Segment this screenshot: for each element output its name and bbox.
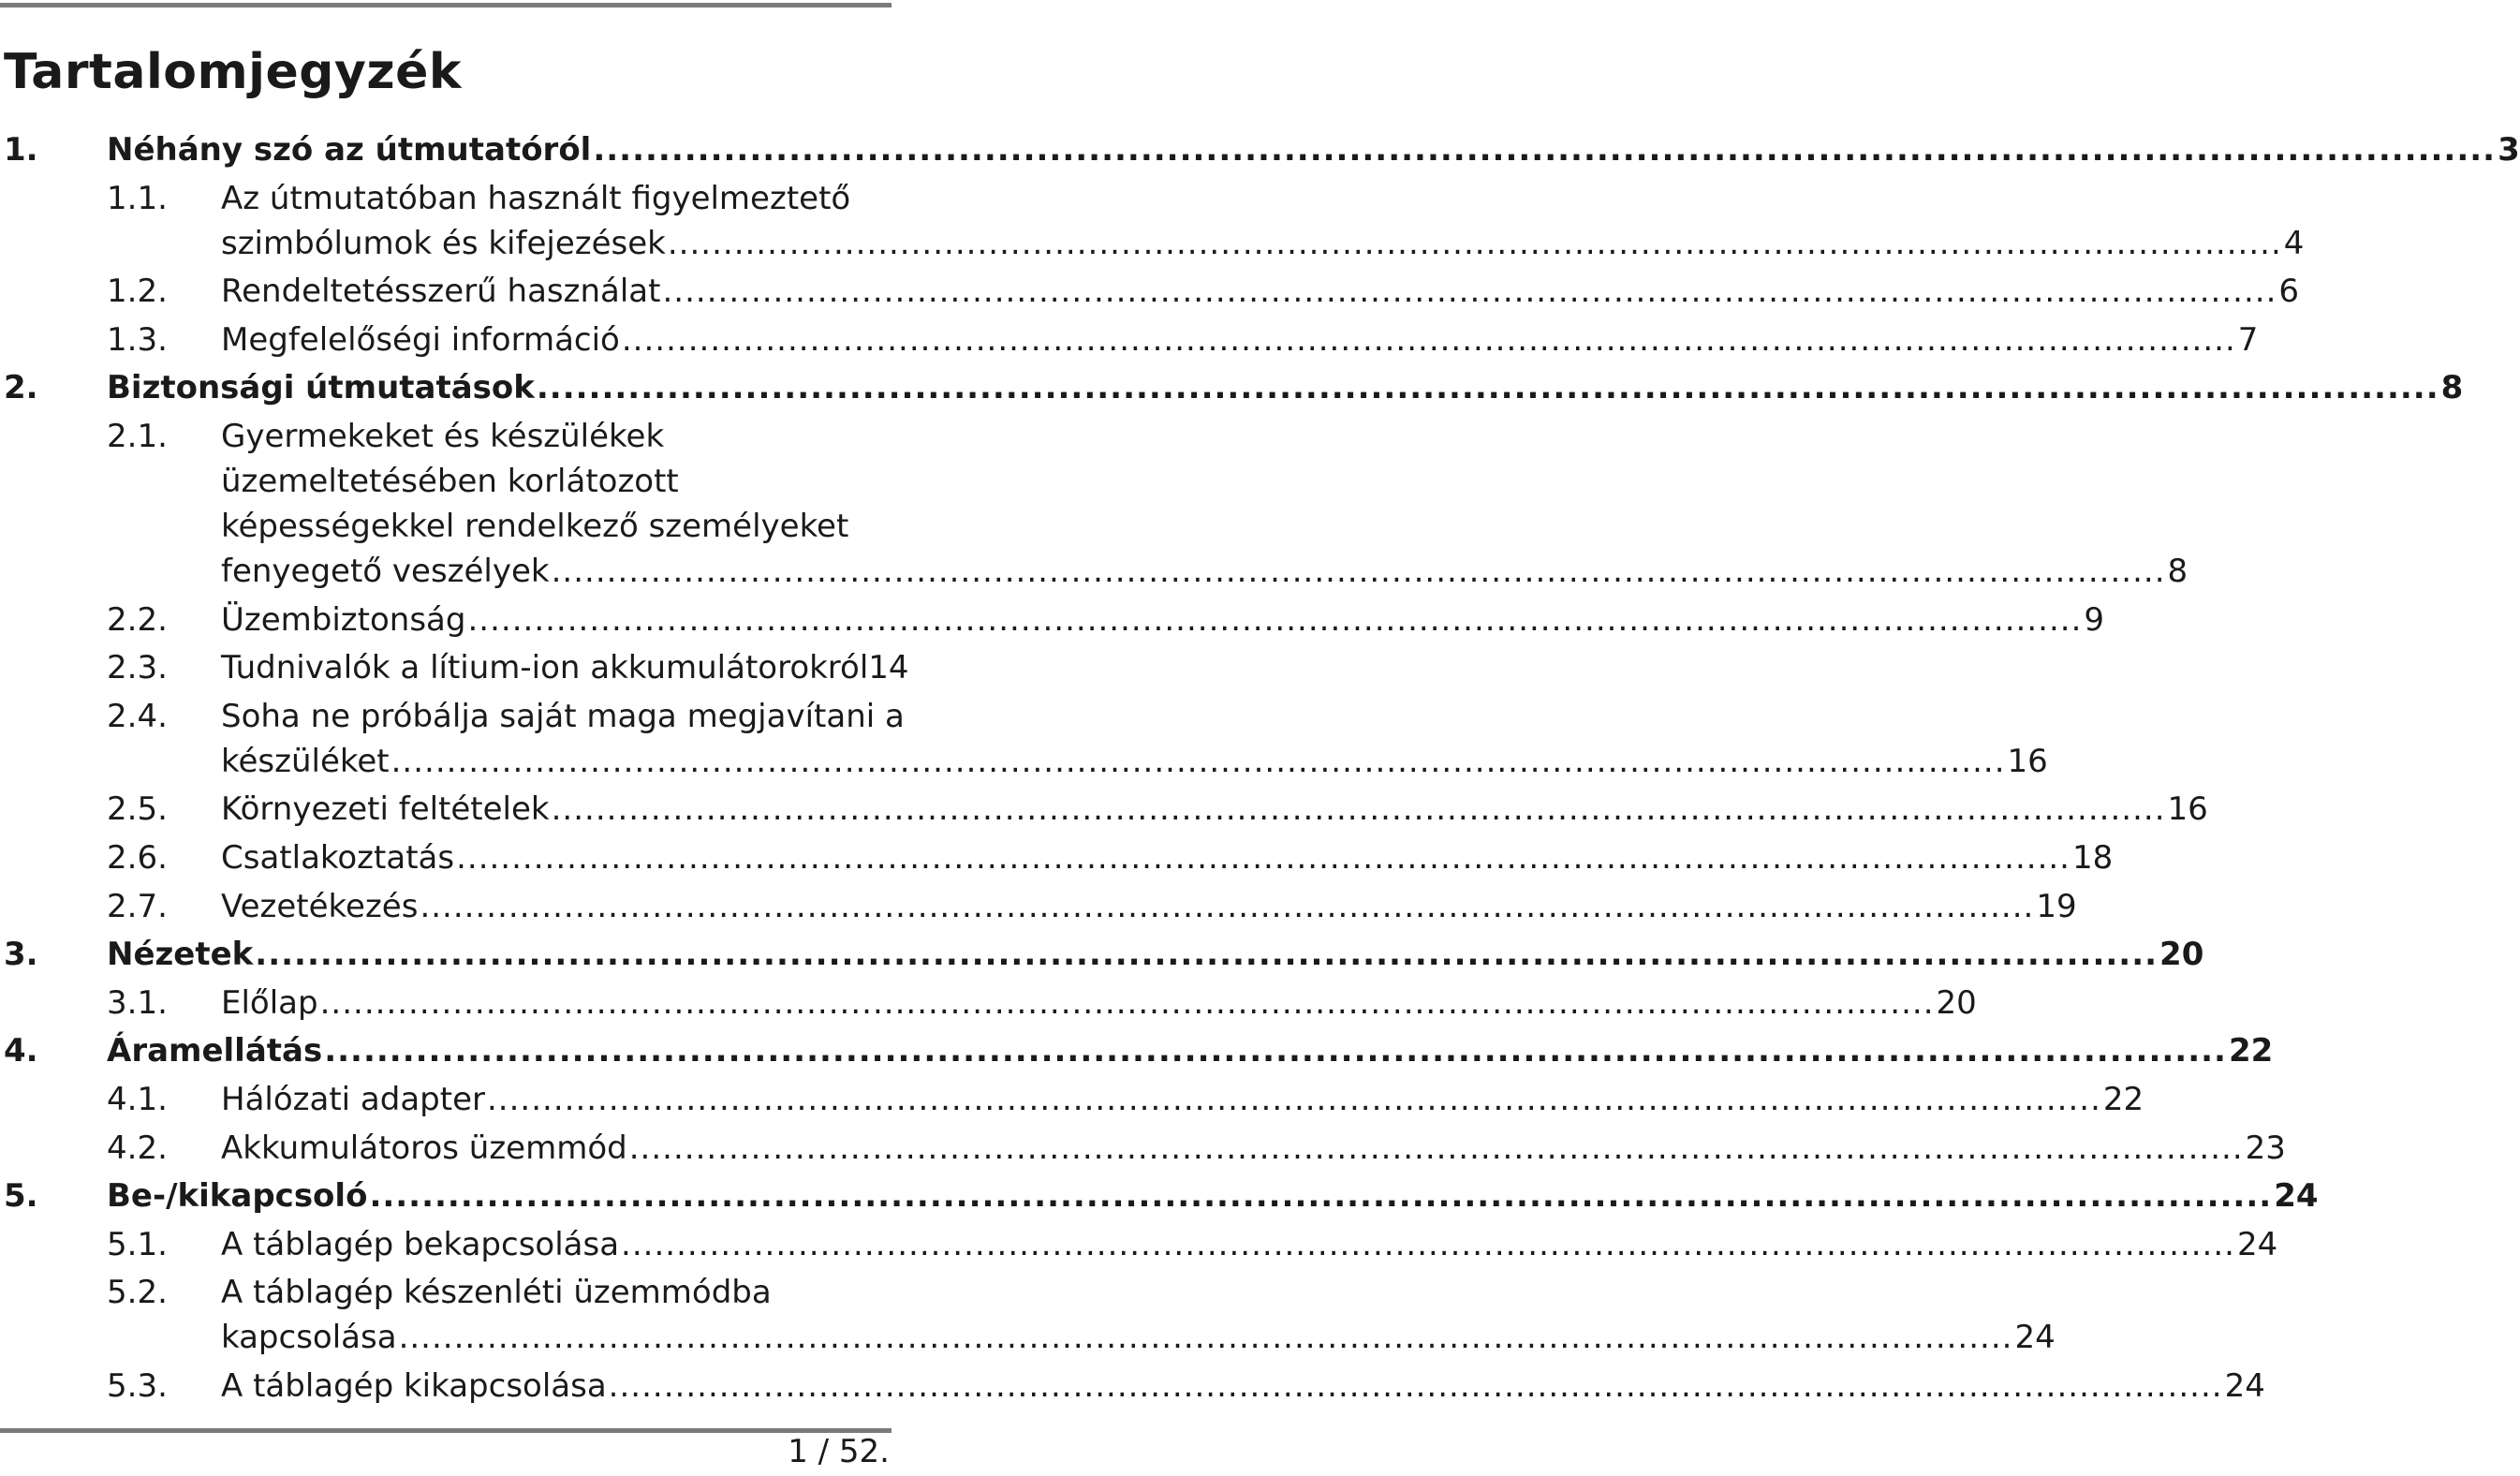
toc-entry-page: 20 <box>1936 983 1977 1022</box>
toc-entry-page: 16 <box>2167 790 2208 829</box>
toc-entry-page: 19 <box>2036 887 2077 925</box>
toc-entry-page: 22 <box>2228 1032 2274 1070</box>
toc-entry-number: 4.2. <box>107 1129 168 1167</box>
toc-entry-number: 2.7. <box>107 887 168 925</box>
toc-entry-number: 3.1. <box>107 983 168 1022</box>
toc-entry-title: A táblagép készenléti üzemmódba <box>221 1274 772 1312</box>
dot-leader: .................................................................................................................................................. <box>319 983 1935 1022</box>
toc-entry-number: 2.6. <box>107 839 168 877</box>
toc-entry-title: készüléket <box>221 742 390 780</box>
toc-entry-number: 2.1. <box>107 418 168 455</box>
toc-entry-title: Rendeltetésszerű használat <box>221 273 661 311</box>
toc-entry-page: 7 <box>2237 320 2259 359</box>
toc-entry-page: 24 <box>2274 1177 2319 1216</box>
toc-entry-page: 16 <box>2007 742 2048 780</box>
toc-entry-title: Előlap <box>221 983 318 1022</box>
dot-leader: .................................................................................................................................................. <box>667 224 2282 262</box>
toc-entry-title: szimbólumok és kifejezések <box>221 224 666 262</box>
dot-leader: .................................................................................................................................................. <box>621 1225 2235 1263</box>
toc-entry-title: Gyermekeket és készülékek <box>221 418 665 455</box>
toc-entry-title: Környezeti feltételek <box>221 790 550 829</box>
toc-entry-title: Be-/kikapcsoló <box>107 1177 368 1216</box>
toc-entry-page: 22 <box>2102 1081 2144 1118</box>
toc-entry-title: Soha ne próbálja saját maga megjavítani a <box>221 697 905 735</box>
toc-entry-number: 4.1. <box>107 1081 168 1118</box>
toc-entry-page: 3 <box>2498 131 2520 169</box>
dot-leader: .................................................................................................................................................. <box>324 1032 2227 1070</box>
toc-entry-title: Az útmutatóban használt figyelmeztető <box>221 179 851 217</box>
toc-entry-title: Tudnivalók a lítium-ion akkumulátorokról <box>221 649 869 687</box>
toc-entry-page: 14 <box>868 649 909 687</box>
toc-entry-title: Hálózati adapter <box>221 1081 485 1118</box>
toc-entry-title: képességekkel rendelkező személyeket <box>221 508 849 545</box>
toc-entry-number: 5.1. <box>107 1225 168 1263</box>
bottom-rule <box>0 1428 892 1433</box>
toc-entry-title: üzemeltetésében korlátozott <box>221 463 679 500</box>
toc-entry-title: Csatlakoztatás <box>221 839 455 877</box>
toc-entry-page: 18 <box>2072 839 2114 877</box>
toc-entry-page: 4 <box>2283 224 2305 262</box>
dot-leader: .................................................................................................................................................. <box>662 273 2277 311</box>
toc-entry-number: 5.3. <box>107 1367 168 1405</box>
dot-leader: .................................................................................................................................................. <box>467 600 2083 639</box>
toc-entry-page: 24 <box>2224 1367 2265 1405</box>
page-title: Tartalomjegyzék <box>4 44 463 100</box>
toc-entry-number: 1.2. <box>107 273 168 311</box>
toc-entry-title: Nézetek <box>107 936 254 974</box>
toc-entry-title: fenyegető veszélyek <box>221 553 550 590</box>
toc-entry-number: 2.2. <box>107 600 168 639</box>
toc-entry-title: Áramellátás <box>107 1032 323 1070</box>
toc-entry-title: Akkumulátoros üzemmód <box>221 1129 627 1167</box>
dot-leader: .................................................................................................................................................. <box>608 1367 2223 1405</box>
toc-entry-title: Megfelelőségi információ <box>221 320 620 359</box>
dot-leader: .................................................................................................................................................. <box>536 369 2439 407</box>
toc-entry-page: 6 <box>2278 273 2300 311</box>
page-number: 1 / 52. <box>788 1433 890 1470</box>
toc-entry-page: 24 <box>2014 1319 2056 1357</box>
dot-leader: .................................................................................................................................................. <box>486 1081 2101 1118</box>
toc-entry-title: Néhány szó az útmutatóról <box>107 131 592 169</box>
toc-entry-number: 2. <box>4 369 38 407</box>
toc-entry-title: Biztonsági útmutatások <box>107 369 535 407</box>
toc-entry-page: 20 <box>2159 936 2204 974</box>
toc-entry-page: 8 <box>2440 369 2464 407</box>
toc-entry-title: A táblagép kikapcsolása <box>221 1367 607 1405</box>
toc-entry-title: Üzembiztonság <box>221 600 466 639</box>
dot-leader: .................................................................................................................................................. <box>628 1129 2244 1167</box>
toc-entry-number: 2.4. <box>107 697 168 735</box>
dot-leader: .................................................................................................................................................. <box>255 936 2159 974</box>
toc-entry-number: 3. <box>4 936 38 974</box>
dot-leader: .................................................................................................................................................. <box>398 1319 2013 1357</box>
dot-leader: .................................................................................................................................................. <box>593 131 2497 169</box>
dot-leader: .................................................................................................................................................. <box>420 887 2035 925</box>
toc-entry-number: 1.3. <box>107 320 168 359</box>
dot-leader: .................................................................................................................................................. <box>551 790 2166 829</box>
toc-entry-number: 5.2. <box>107 1274 168 1312</box>
toc-entry-page: 9 <box>2084 600 2105 639</box>
toc-entry-number: 1.1. <box>107 179 168 217</box>
toc-entry-title: A táblagép bekapcsolása <box>221 1225 620 1263</box>
dot-leader: .................................................................................................................................................. <box>369 1177 2273 1216</box>
toc-entry-title: Vezetékezés <box>221 887 419 925</box>
toc-entry-title: kapcsolása <box>221 1319 397 1357</box>
dot-leader: .................................................................................................................................................. <box>551 553 2166 590</box>
top-rule <box>0 3 892 7</box>
toc-entry-number: 2.3. <box>107 649 168 687</box>
toc-entry-number: 1. <box>4 131 38 169</box>
toc-entry-page: 24 <box>2236 1225 2278 1263</box>
toc-entry-page: 23 <box>2245 1129 2286 1167</box>
dot-leader: .................................................................................................................................................. <box>621 320 2236 359</box>
toc-entry-number: 4. <box>4 1032 38 1070</box>
toc-entry-page: 8 <box>2167 553 2188 590</box>
dot-leader: .................................................................................................................................................. <box>391 742 2006 780</box>
dot-leader: .................................................................................................................................................. <box>456 839 2071 877</box>
toc-entry-number: 5. <box>4 1177 38 1216</box>
toc-entry-number: 2.5. <box>107 790 168 829</box>
